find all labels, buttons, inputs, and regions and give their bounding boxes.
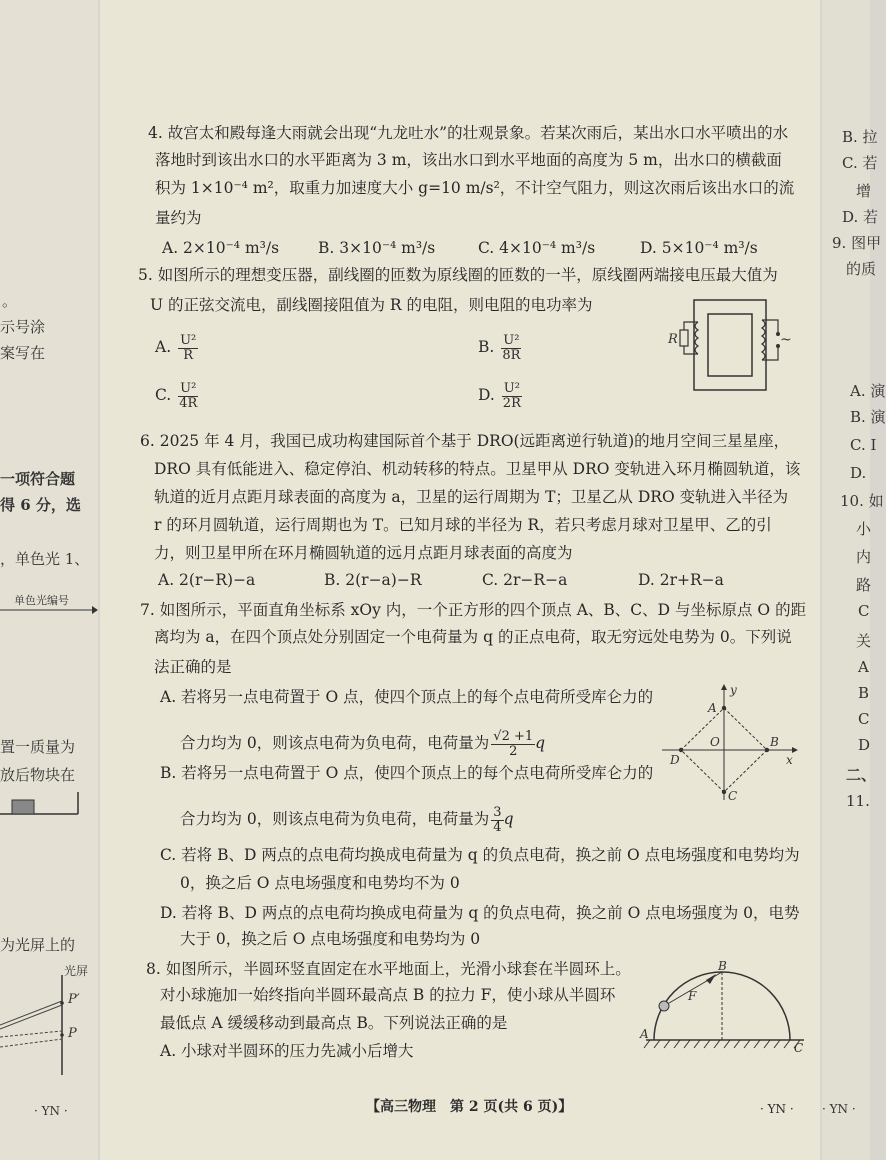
label-A: A [640, 1027, 649, 1041]
q4-option-a: A. 2×10⁻⁴ m³/s [162, 239, 280, 257]
left-fragment-text: P [68, 1026, 77, 1041]
q5-option-c: C. $\frac{\text{U²}}{4R}$ [155, 381, 198, 411]
q7-option-a-cont: 合力均为 0，则该点电荷为负电荷，电荷量为 $\frac{√2 +1}{2}$ q [180, 729, 546, 759]
q4-option-c: C. 4×10⁻⁴ m³/s [478, 239, 596, 257]
left-arrow-line [0, 600, 98, 620]
q7-option-c: C. 若将 B、D 两点的点电荷均换成电荷量为 q 的负点电荷，换之前 O 点电场强度和电势均为 [160, 846, 800, 864]
left-fragment-text: 光屏 [64, 964, 89, 978]
question-4-line: 积为 1×10⁻⁴ m²，取重力加速度大小 g=10 m/s²，不计空气阻力，则这次雨后该出水口的流 [155, 179, 795, 197]
q5-option-d: D. $\frac{\text{U²}}{2R}$ [478, 381, 521, 411]
q7-option-d-cont: 大于 0，换之后 O 点电场强度和电势均为 0 [180, 930, 481, 948]
question-8-line: 对小球施加一始终指向半圆环最高点 B 的拉力 F，使小球从半圆环 [160, 986, 616, 1004]
right-fragment-text: 10. 如 [840, 492, 884, 510]
label-B: B [718, 959, 727, 973]
question-4-line: 落地时到该出水口的水平距离为 3 m，该出水口到水平地面的高度为 5 m，出水口的横截面 [155, 151, 782, 169]
label-ac-source: ~ [780, 332, 792, 348]
left-block-figure [0, 786, 98, 826]
q7-option-b: B. 若将另一点电荷置于 O 点，使四个顶点上的每个点电荷所受库仑力的 [160, 764, 654, 782]
q7-option-d: D. 若将 B、D 两点的点电荷均换成电荷量为 q 的负点电荷，换之前 O 点电场强度为 0，电势 [160, 904, 800, 922]
transformer-figure [660, 294, 790, 404]
label-A: A [708, 701, 717, 715]
q6-option-b: B. 2(r−a)−R [324, 571, 422, 589]
left-fragment-text: 示号涂 [0, 318, 46, 336]
left-fragment-text: ，单色光 1、 [0, 550, 90, 568]
right-fragment-text: B. 拉 [842, 128, 878, 146]
question-6-line: 轨道的近月点距月球表面的高度为 a，卫星的运行周期为 T；卫星乙从 DRO 变轨进入半径为 [154, 488, 789, 506]
right-fragment-text: C. I [850, 436, 877, 454]
left-page-fragment [0, 0, 98, 1160]
right-fragment-text: B [858, 684, 870, 702]
right-fragment-text: 9. 图甲 [832, 234, 882, 252]
right-fragment-text: · YN · [822, 1102, 856, 1116]
q8-option-a: A. 小球对半圆环的压力先减小后增大 [160, 1042, 414, 1060]
left-fragment-text: 。 [2, 292, 18, 310]
question-8-line: 8. 如图所示，半圆环竖直固定在水平地面上，光滑小球套在半圆环上。 [146, 960, 631, 978]
question-6-line: 力，则卫星甲所在环月椭圆轨道的远月点距月球表面的高度为 [154, 544, 573, 562]
label-C: C [794, 1041, 804, 1055]
semicircle-figure [636, 958, 808, 1058]
right-fragment-text: D. 若 [842, 208, 879, 226]
right-fragment-text: 11. [846, 792, 870, 810]
question-6-line: DRO 具有低能进入、稳定停泊、机动转移的特点。卫星甲从 DRO 变轨进入环月椭圆轨道，该 [154, 460, 801, 478]
right-fragment-text: A. 演 [850, 382, 886, 400]
question-8-line: 最低点 A 缓缓移动到最高点 B。下列说法正确的是 [160, 1014, 508, 1032]
left-fragment-text: 放后物块在 [0, 766, 76, 784]
left-fragment-text: 单色光编号 [14, 594, 69, 607]
right-fragment-text: 小 [856, 520, 872, 538]
coordinate-square-figure [652, 680, 802, 806]
question-5-line: 5. 如图所示的理想变压器，副线圈的匝数为原线圈的匝数的一半，原线圈两端接电压最大值为 [138, 266, 778, 284]
label-D: D [670, 753, 680, 767]
question-7-line: 离均为 a，在四个顶点处分别固定一个电荷量为 q 的正点电荷，取无穷远处电势为 0。下列说 [154, 628, 792, 646]
question-7-line: 7. 如图所示，平面直角坐标系 xOy 内，一个正方形的四个顶点 A、B、C、D 与坐标原点 O 的距 [140, 601, 807, 619]
q6-option-d: D. 2r+R−a [638, 571, 724, 589]
q7-option-b-cont: 合力均为 0，则该点电荷为负电荷，电荷量为 $\frac{3}{4}$ q [180, 805, 514, 835]
q6-option-c: C. 2r−R−a [482, 571, 568, 589]
label-x: x [786, 753, 793, 767]
question-5-line: U 的正弦交流电，副线圈接阻值为 R 的电阻，则电阻的电功率为 [150, 296, 593, 314]
page-footer: 【高三物理 第 2 页(共 6 页)】 [366, 1099, 573, 1115]
right-fragment-text: 二、 [846, 766, 877, 784]
right-page-fragment [822, 0, 886, 1160]
question-7-line: 法正确的是 [154, 658, 232, 676]
left-fragment-text: 一项符合题 [0, 470, 76, 488]
question-4-line: 量约为 [155, 209, 202, 227]
label-R: R [668, 332, 678, 347]
question-6-line: r 的环月圆轨道，运行周期也为 T。已知月球的半径为 R，若只考虑月球对卫星甲、乙的引 [154, 516, 772, 534]
label-C: C [728, 789, 738, 803]
right-fragment-text: C. 若 [842, 154, 878, 172]
left-fragment-text: 得 6 分，选 [0, 496, 81, 514]
label-B: B [770, 735, 779, 749]
right-fragment-text: C [858, 710, 870, 728]
q5-option-a: A. $\frac{\text{U²}}{R}$ [155, 333, 197, 363]
left-fragment-text: 案写在 [0, 344, 46, 362]
q7-option-a: A. 若将另一点电荷置于 O 点，使四个顶点上的每个点电荷所受库仑力的 [160, 688, 654, 706]
label-O: O [710, 735, 720, 749]
right-fragment-text: C [858, 602, 870, 620]
right-fragment-text: 路 [856, 576, 872, 594]
right-fragment-text: 的质 [846, 260, 877, 278]
right-fragment-text: A [858, 658, 869, 676]
q6-option-a: A. 2(r−R)−a [158, 571, 256, 589]
question-6-line: 6. 2025 年 4 月，我国已成功构建国际首个基于 DRO(远距离逆行轨道)的地月空间三星星座， [140, 432, 790, 450]
q7-option-c-cont: 0，换之后 O 点电场强度和电势均不为 0 [180, 874, 460, 892]
right-fragment-text: D [858, 736, 871, 754]
left-fragment-text: P′ [68, 992, 80, 1007]
q5-option-b: B. $\frac{\text{U²}}{8R}$ [478, 333, 521, 363]
right-fragment-text: 增 [856, 182, 872, 200]
footer-mark: · YN · [760, 1102, 794, 1116]
q4-option-b: B. 3×10⁻⁴ m³/s [318, 239, 436, 257]
q4-option-d: D. 5×10⁻⁴ m³/s [640, 239, 758, 257]
label-F: F [688, 989, 697, 1003]
right-fragment-text: 内 [856, 548, 872, 566]
left-screen-figure [0, 975, 98, 1080]
right-fragment-text: D. [850, 464, 867, 482]
left-fragment-text: 为光屏上的 [0, 936, 76, 954]
right-fragment-text: B. 演 [850, 408, 886, 426]
left-fragment-text: 置一质量为 [0, 738, 76, 756]
question-4-line: 4. 故宫太和殿每逢大雨就会出现“九龙吐水”的壮观景象。若某次雨后，某出水口水平喷出的水 [148, 124, 789, 142]
right-fragment-text: 关 [856, 632, 872, 650]
label-y: y [730, 683, 737, 697]
left-fragment-text: · YN · [34, 1104, 68, 1118]
